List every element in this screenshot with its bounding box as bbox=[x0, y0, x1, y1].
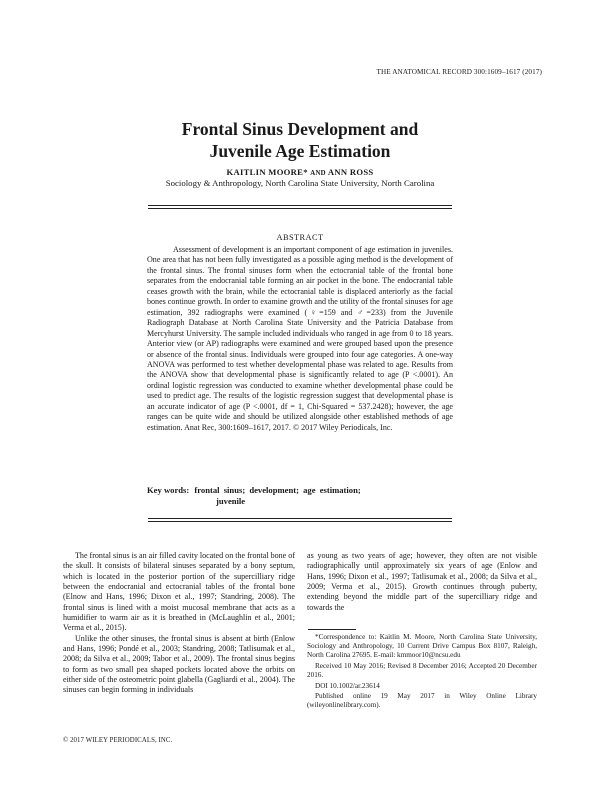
body-column-left bbox=[63, 551, 295, 696]
keywords-label: Key words: bbox=[147, 485, 190, 495]
title-line-1: Frontal Sinus Development and bbox=[181, 119, 419, 139]
keywords-line-1: frontal sinus; development; age estimation; bbox=[194, 485, 361, 495]
abstract-heading: ABSTRACT bbox=[276, 233, 324, 242]
divider-top bbox=[148, 205, 452, 206]
copyright: © 2017 WILEY PERIODICALS, INC. bbox=[63, 737, 173, 744]
title-line-2: Juvenile Age Estimation bbox=[209, 141, 391, 161]
divider-bottom bbox=[148, 518, 452, 519]
affiliation: Sociology & Anthropology, North Carolina State University, North Carolina bbox=[165, 178, 435, 188]
footnotes bbox=[307, 633, 537, 712]
body-column-right bbox=[307, 551, 537, 613]
footnote-published: Published online 19 May 2017 in Wiley Online Library (wileyonlinelibrary.com). bbox=[307, 691, 537, 709]
running-head: THE ANATOMICAL RECORD 300:1609–1617 (2017) bbox=[376, 68, 542, 76]
author-conjunction: AND bbox=[310, 170, 326, 177]
footnote-received: Received 10 May 2016; Revised 8 December 2016; Accepted 20 December 2016. bbox=[307, 662, 537, 680]
footnote-correspondence: *Correspondence to: Kaitlin M. Moore, North Carolina State University, Sociology and Anthropology, 10 Current Drive Campus Box 8107, Raleigh, North Carolina 27695. E-mail: kmmoor10@ncsu.edu bbox=[307, 633, 537, 660]
keywords bbox=[147, 485, 453, 507]
body-paragraph: The frontal sinus is an air filled cavity located on the frontal bone of the skull. It consists of bilateral sinuses separated by a bony septum, which is located in the posterior portion of the supercilliary ridge between the endocranial and ectocranial tables of the frontal bone (Elnow and Hans, 1996; Dixon et al., 1997; Standring, 2008). The frontal sinus is lined with a moist mucosal membrane that acts as a humidifier to warm air as it is breathed in (McLaughlin et al., 2001; Verma et al., 2015). bbox=[63, 551, 295, 633]
author-name: ANN ROSS bbox=[327, 167, 374, 177]
author-list bbox=[0, 167, 600, 177]
body-paragraph: Unlike the other sinuses, the frontal sinus is absent at birth (Enlow and Hans, 1996; Pondé et al., 2003; Standring, 2008; Tatlisumak et al., 2008; da Silva et al., 2009; Tabor et al., 2009). The frontal sinus begins to form as two small pea shaped pockets located above the orbits on either side of the osteometric point glabella (Gagliardi et al., 2004). The sinuses can begin forming in individuals bbox=[63, 633, 295, 695]
divider-bottom-double bbox=[148, 521, 452, 522]
author-name: KAITLIN MOORE* bbox=[226, 167, 308, 177]
divider-top-double bbox=[148, 208, 452, 209]
footnote-divider bbox=[308, 629, 356, 630]
keywords-line-2: juvenile bbox=[216, 496, 246, 506]
abstract-body bbox=[147, 245, 453, 433]
footnote-doi: DOI 10.1002/ar.23614 bbox=[315, 682, 380, 691]
article-title bbox=[0, 118, 600, 162]
body-paragraph: as young as two years of age; however, they often are not visible radiographically until approximately six years of age (Enlow and Hans, 1996; Dixon et al., 1997; Tatlisumak et al., 2008; da Silva et al., 2009; Verma et al., 2015). Growth continues through puberty, extending beyond the middle part of the supercilliary ridge and towards the bbox=[307, 551, 537, 612]
abstract-paragraph: Assessment of development is an important component of age estimation in juveniles. One area that has not been fully investigated as a possible aging method is the development of the frontal sinus. The frontal sinuses form when the ectocranial table of the frontal bone separates from the endocranial table forming an air pocket in the bone. The endocranial table ceases growth with the brain, while the ectocranial table is displaced anteriorly as the facial bones continue growth. In order to examine growth and the utility of the frontal sinuses for age estimation, 392 radiographs were examined (♀=159 and ♂=233) from the Juvenile Radiograph Database at North Carolina State University and the Patricia Database from Mercyhurst University. The sample included individuals who ranged in age from 0 to 18 years. Anterior view (or AP) radiographs were examined and were grouped based upon the presence or absence of the frontal sinus. Individuals were grouped into four age categories. A one-way ANOVA was performed to test whether developmental phase was related to age. Results from the ANOVA show that developmental phase is significantly related to age (P <.0001). An ordinal logistic regression was conducted to examine whether developmental phase could be used to predict age. The results of the logistic regression suggest that developmental phase is an accurate indicator of age (P <.0001, df = 1, Chi-Squared = 537.2428); however, the age ranges can be quite wide and should be utilized alongside other established methods of age estimation. Anat Rec, 300:1609–1617, 2017. © 2017 Wiley Periodicals, Inc. bbox=[147, 245, 453, 432]
